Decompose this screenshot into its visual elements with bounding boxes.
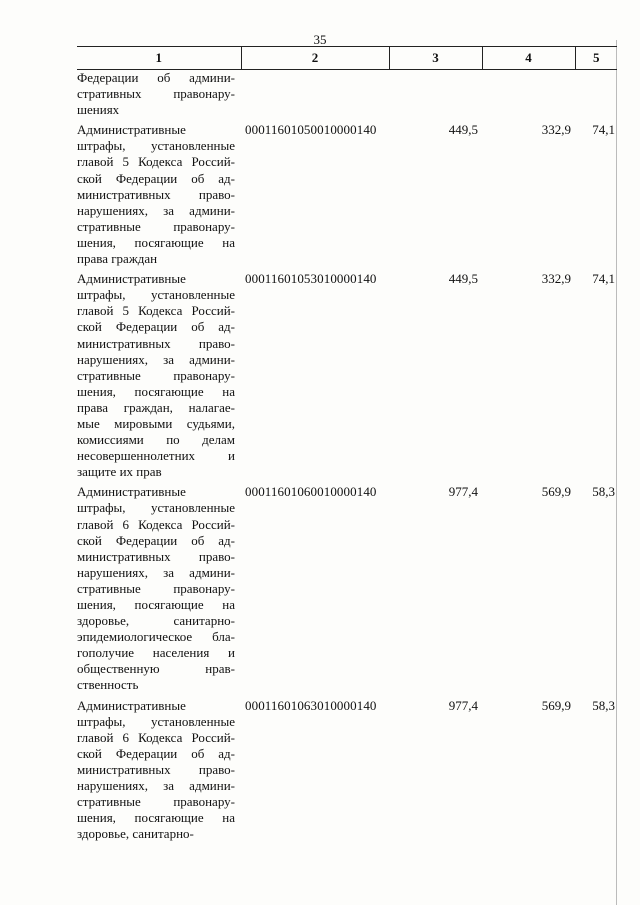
table-row bbox=[77, 70, 617, 123]
value-col-4: 569,9 bbox=[541, 697, 571, 713]
value-col-4: 332,9 bbox=[541, 271, 571, 287]
table-header-row bbox=[77, 47, 617, 70]
description-line: ской Федерации об ад- bbox=[77, 745, 235, 761]
value-col-4: 332,9 bbox=[541, 122, 571, 138]
column-header-5: 5 bbox=[575, 47, 617, 70]
description-line: общественную нрав- bbox=[77, 661, 235, 677]
description-line: министративных право- bbox=[77, 548, 235, 564]
description-line: Административные bbox=[77, 271, 186, 287]
description-line: комиссиями по делам bbox=[77, 432, 235, 448]
value-col-3: 977,4 bbox=[448, 484, 478, 500]
value-col-4: 569,9 bbox=[541, 484, 571, 500]
description-line: главой 5 Кодекса Россий- bbox=[77, 303, 235, 319]
value-col-3: 449,5 bbox=[448, 271, 478, 287]
row-description bbox=[77, 484, 241, 697]
budget-code: 00011601053010000140 bbox=[245, 271, 377, 287]
column-header-3: 3 bbox=[389, 47, 482, 70]
description-line: штрафы, установленные bbox=[77, 500, 235, 516]
description-line: шения, посягающие на bbox=[77, 383, 235, 399]
table-body bbox=[77, 70, 617, 847]
description-line: нарушениях, за админи- bbox=[77, 778, 235, 794]
description-line: защите их прав bbox=[77, 464, 162, 480]
description-line: стративные правонару- bbox=[77, 367, 235, 383]
description-line: штрафы, установленные bbox=[77, 287, 235, 303]
description-line: штрафы, установленные bbox=[77, 138, 235, 154]
value-col-3: 449,5 bbox=[448, 122, 478, 138]
description-line: здоровье, санитарно- bbox=[77, 826, 194, 842]
description-line: главой 5 Кодекса Россий- bbox=[77, 154, 235, 170]
description-line: главой 6 Кодекса Россий- bbox=[77, 729, 235, 745]
value-col-5: 74,1 bbox=[592, 122, 615, 138]
description-line: права граждан, налагае- bbox=[77, 399, 235, 415]
value-col-5: 58,3 bbox=[592, 484, 615, 500]
description-line: главой 6 Кодекса Россий- bbox=[77, 516, 235, 532]
description-line: нарушениях, за админи- bbox=[77, 564, 235, 580]
row-description bbox=[77, 70, 241, 123]
description-line: шения, посягающие на bbox=[77, 234, 235, 250]
value-col-5 bbox=[575, 70, 617, 123]
budget-code: 00011601050010000140 bbox=[245, 122, 377, 138]
description-line: мые мировыми судьями, bbox=[77, 415, 235, 431]
column-header-4: 4 bbox=[482, 47, 575, 70]
page-number: 35 bbox=[313, 32, 327, 47]
description-line: права граждан bbox=[77, 251, 158, 267]
description-line: ской Федерации об ад- bbox=[77, 319, 235, 335]
value-col-5: 58,3 bbox=[592, 697, 615, 713]
description-line: Административные bbox=[77, 484, 186, 500]
description-line: несовершеннолетних и bbox=[77, 448, 235, 464]
description-line: министративных право- bbox=[77, 761, 235, 777]
value-col-5: 74,1 bbox=[592, 271, 615, 287]
description-line: стративные правонару- bbox=[77, 218, 235, 234]
table-row bbox=[77, 122, 617, 271]
description-line: стративные правонару- bbox=[77, 794, 235, 810]
description-line: ской Федерации об ад- bbox=[77, 532, 235, 548]
budget-code: 00011601060010000140 bbox=[245, 484, 377, 500]
description-line: стративные правонару- bbox=[77, 580, 235, 596]
column-header-2: 2 bbox=[241, 47, 389, 70]
description-line: штрафы, установленные bbox=[77, 713, 235, 729]
value-col-4 bbox=[482, 70, 575, 123]
row-description bbox=[77, 271, 241, 484]
column-header-1: 1 bbox=[77, 47, 241, 70]
row-description bbox=[77, 698, 241, 847]
budget-code: 00011601063010000140 bbox=[245, 697, 377, 713]
description-line: шения, посягающие на bbox=[77, 810, 235, 826]
budget-table bbox=[77, 46, 617, 846]
description-line: нарушениях, за админи- bbox=[77, 202, 235, 218]
table-row bbox=[77, 484, 617, 697]
value-col-3 bbox=[389, 70, 482, 123]
description-line: гополучие населения и bbox=[77, 645, 235, 661]
budget-code bbox=[241, 70, 389, 123]
description-line: нарушениях, за админи- bbox=[77, 351, 235, 367]
description-line: Административные bbox=[77, 697, 186, 713]
table-row bbox=[77, 698, 617, 847]
table-row bbox=[77, 271, 617, 484]
description-line: ственность bbox=[77, 677, 139, 693]
description-line: министративных право- bbox=[77, 186, 235, 202]
description-line: здоровье, санитарно- bbox=[77, 613, 235, 629]
description-line: шениях bbox=[77, 102, 120, 118]
description-line: Федерации об админи- bbox=[77, 70, 235, 85]
description-line: шения, посягающие на bbox=[77, 597, 235, 612]
value-col-3: 977,4 bbox=[448, 697, 478, 713]
description-line: стративных правонару- bbox=[77, 86, 235, 102]
row-description bbox=[77, 122, 241, 271]
description-line: Административные bbox=[77, 122, 186, 138]
description-line: министративных право- bbox=[77, 335, 235, 351]
description-line: эпидемиологическое бла- bbox=[77, 629, 235, 645]
description-line: ской Федерации об ад- bbox=[77, 170, 235, 186]
